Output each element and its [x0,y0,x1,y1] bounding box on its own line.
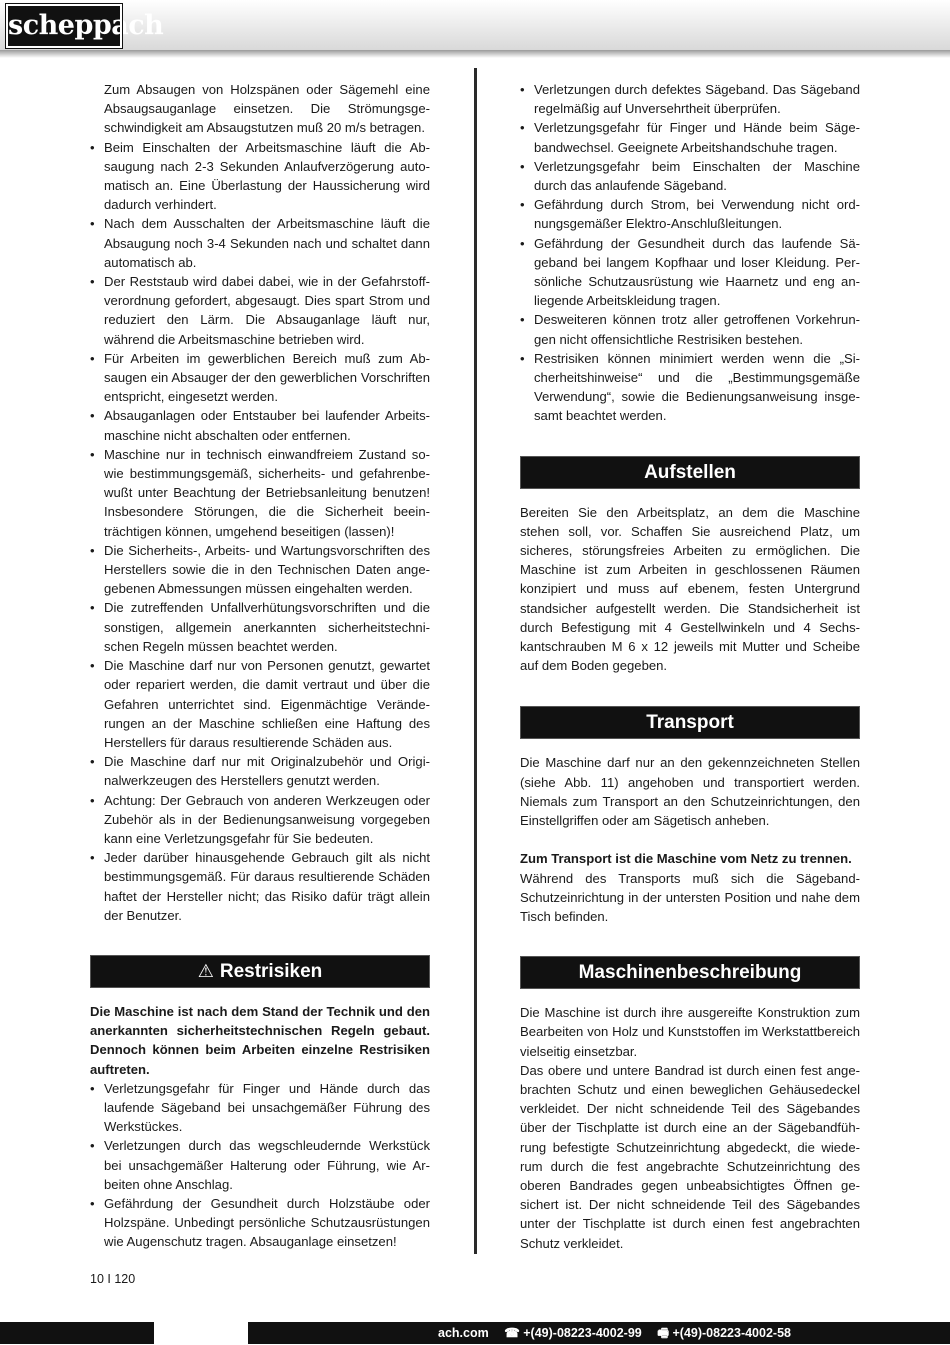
footer-contact [438,1322,803,1344]
list-item: • Verletzungen durch defektes Sägeband. Das Sägeband regelmäßig auf Unversehrtheit überprüfen. [520,80,860,118]
list-item: • Die Maschine darf nur von Personen genutzt, gewartet oder repariert werden, die damit vertraut und über die Gefahren unterrichtet sind. Eigenmächtige Veränderungen an der Maschine schließen eine Haftung des Herstellers für daraus resultierende Schäden aus. [90,656,430,752]
safety-bullet-list [90,138,430,925]
list-item: • Restrisiken können minimiert werden wenn die „Sicherheitshinweise“ und die „Bestimmungsgemäße Verwendung“, sowie die Bedienungsanweisung insgesamt beachtet werden. [520,349,860,426]
transport-heading: Transport [520,706,860,739]
list-item: • Die Sicherheits-, Arbeits- und Wartungsvorschriften des Herstellers sowie die in den Technischen Daten angegebenen Abmessungen müssen eingehalten werden. [90,541,430,599]
list-item: • Nach dem Ausschalten der Arbeitsmaschine läuft die Absaugung noch 3-4 Sekunden nach und schaltet dann automatisch ab. [90,214,430,272]
list-item: • Gefährdung der Gesundheit durch das laufende Sägeband bei langem Kopfhaar und loser Kleidung. Persönliche Schutzausrüstung wie Haarnetz und eng anliegende Arbeitskleidung tragen. [520,234,860,311]
list-item: • Verletzungsgefahr beim Einschalten der Maschine durch das anlaufende Sägeband. [520,157,860,195]
restrisiken-heading-text: Restrisiken [219,960,323,982]
list-item: • Gefährdung der Gesundheit durch Holzstäube oder Holzspäne. Unbedingt persönliche Schutzausrüstungen wie Augenschutz tragen. Absauganlage einsetzen! [90,1194,430,1252]
list-item: • Gefährdung durch Strom, bei Verwendung nicht ordnungsgemäßer Elektro-Anschlußleitungen. [520,195,860,233]
list-item: • Verletzungen durch das wegschleudernde Werkstück bei unsachgemäßer Halterung oder Führung, wie Arbeiten ohne Anschlag. [90,1136,430,1194]
footer-website[interactable]: ach.com [438,1326,489,1340]
list-item: • Beim Einschalten der Arbeitsmaschine läuft die Absaugung nach 2-3 Sekunden Anlaufverzögerung automatisch an. Eine Überlastung der Haussicherung wird dadurch verhindert. [90,138,430,215]
header-shadow [0,50,950,58]
transport-paragraph-2: Während des Transports muß sich die Sägeband-Schutzeinrichtung in der untersten Position und nahe dem Tisch befinden. [520,870,860,924]
list-item: • Für Arbeiten im gewerblichen Bereich muß zum Absaugen ein Absauger der den gewerblichen Vorschriften entspricht, eingesetzt werden. [90,349,430,407]
restrisiken-bullet-list [90,1079,430,1252]
right-column [520,80,860,1253]
restrisiken-heading [90,955,430,988]
list-item: • Desweiteren können trotz aller getroffenen Vorkehrungen nicht offensichtliche Restrisiken bestehen. [520,310,860,348]
aufstellen-paragraph: Bereiten Sie den Arbeitsplatz, an dem die Maschine stehen soll, vor. Schaffen Sie ausreichend Platz, um sicheres, störungsfreies Arbeiten zu ermöglichen. Die Maschine ist zum Arbeiten in geschlossenen Räumen konzipiert und muss auf ebenem, festen Untergrund standsicher aufgestellt werden. Die Standsicherheit ist durch Befestigung mit 4 Gestellwinkeln und 4 Sechskantschrauben M 6 x 12 jeweils mit Mutter und Scheibe auf dem Boden gegeben. [520,504,860,674]
description-paragraph-1: Die Maschine ist durch ihre ausgereifte Konstruktion zum Bearbeiten von Holz und Kunststoffen im Werkstattbereich vielseitig einsetzbar. [520,1005,860,1059]
list-item: • Die zutreffenden Unfallverhütungsvorschriften und die sonstigen, allgemein anerkannten sicherheitstechnischen Regeln müssen beachtet werden. [90,598,430,656]
page-number: 10 I 120 [90,1272,136,1286]
aufstellen-heading: Aufstellen [520,456,860,489]
footer-phone: ☎ +(49)-08223-4002-99 [504,1326,642,1340]
warning-icon: ⚠ [197,960,214,981]
list-item: • Absauganlagen oder Entstauber bei laufender Arbeitsmaschine nicht abschalten oder entfernen. [90,406,430,444]
maschinenbeschreibung-heading: Maschinenbeschreibung [520,956,860,989]
list-item: • Maschine nur in technisch einwandfreiem Zustand sowie bestimmungsgemäß, sicherheits- und gefahrenbewußt unter Beachtung der Betriebsanleitung benutzen! Insbesondere Störungen, die die Sicherheit beeinträchtigen können, umgehend beseitigen (lassen)! [90,445,430,541]
list-item: • Verletzungsgefahr für Finger und Hände beim Sägebandwechsel. Geeignete Arbeitshandschuhe tragen. [520,118,860,156]
footer-gap [154,1322,248,1344]
list-item: • Verletzungsgefahr für Finger und Hände durch das laufende Sägeband bei unsachgemäßer Führung des Werkstückes. [90,1079,430,1137]
left-column [90,80,430,1252]
footer-fax: 🖷 +(49)-08223-4002-58 [657,1326,791,1340]
list-item: • Der Reststaub wird dabei dabei, wie in der Gefahrstoffverordnung gefordert, abgesaugt. Dies spart Strom und reduziert den Lärm. Die Absauganlage läuft nur, während die Arbeitsmaschine betrieben wird. [90,272,430,349]
transport-warning: Zum Transport ist die Maschine vom Netz zu trennen. [520,851,852,867]
transport-paragraph: Die Maschine darf nur an den gekennzeichneten Stellen (siehe Abb. 11) angehoben und transportiert werden. Niemals zum Transport an den Schutzeinrichtungen, den Einstellgriffen oder am Sägetisch anheben. [520,755,860,829]
list-item: • Achtung: Der Gebrauch von anderen Werkzeugen oder Zubehör als in der Bedienungsanweisung vorgegeben kann eine Verletzungsgefahr für Sie bedeuten. [90,791,430,849]
description-paragraph-2: Das obere und untere Bandrad ist durch einen fest angebrachten Schutz und einen beweglichen Gehäusedeckel verkleidet. Der nicht schneidende Teil des Sägebandes über der Tischplatte ist durch eine an der Sägebandführung befestigte Schutzeinrichtung abgedeckt, die wiederum durch die fest angebrachte Schutzeinrichtung des oberen Bandrades gegen unbeabsichtigtes Öffnen gesichert ist. Der nicht schneidende Teil des Sägebandes unter der Tischplatte ist durch einen fest angebrachten Schutz verkleidet. [520,1062,860,1251]
restrisiken-intro: Die Maschine ist nach dem Stand der Technik und den anerkannten sicherheitstechnischen Regeln gebaut. Dennoch können beim Arbeiten einzelne Restrisiken auftreten. [90,1003,430,1077]
list-item: • Jeder darüber hinausgehende Gebrauch gilt als nicht bestimmungsgemäß. Für daraus resultierende Schäden haftet der Hersteller nicht; das Risiko dafür trägt allein der Benutzer. [90,848,430,925]
brand-logo: scheppach [6,4,122,48]
residual-risks-bullet-list [520,80,860,426]
intro-paragraph: Zum Absaugen von Holzspänen oder Sägemehl eine Absaugsauganlage einsetzen. Die Strömungsgeschwindigkeit am Absaugstutzen muß 20 m/s betragen. [104,82,430,136]
list-item: • Die Maschine darf nur mit Originalzubehör und Originalwerkzeugen des Herstellers genutzt werden. [90,752,430,790]
column-divider [474,68,477,1254]
